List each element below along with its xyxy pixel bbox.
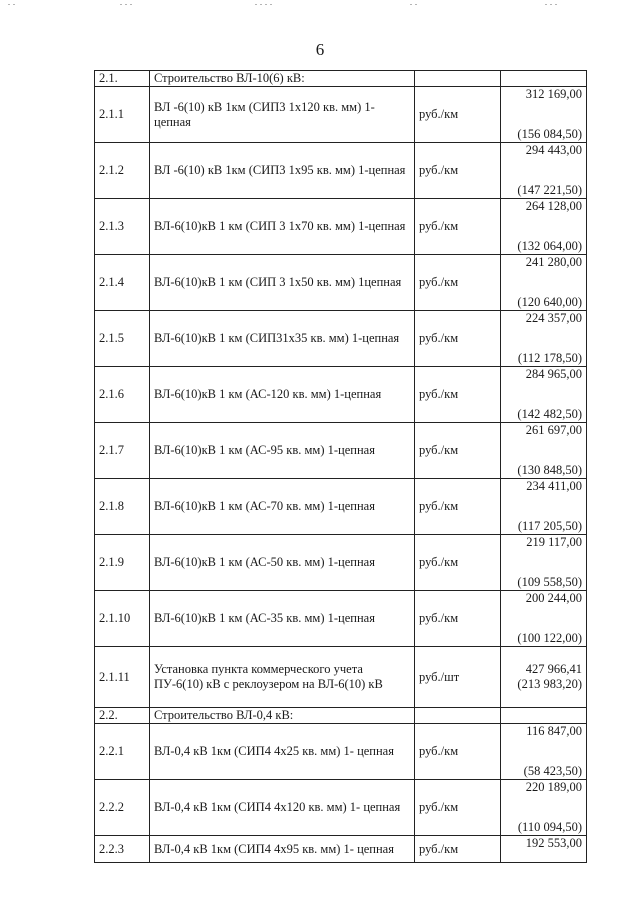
row-price-alt: (120 640,00) bbox=[517, 295, 582, 309]
row-name: ВЛ-0,4 кВ 1км (СИП4 4х120 кв. мм) 1- цепная bbox=[150, 780, 415, 836]
row-price: 224 357,00 bbox=[525, 311, 582, 325]
table-row bbox=[95, 367, 587, 423]
row-number: 2.1.3 bbox=[95, 199, 150, 255]
row-name: ВЛ-6(10)кВ 1 км (АС-70 кв. мм) 1-цепная bbox=[150, 479, 415, 535]
table-row bbox=[95, 535, 587, 591]
row-price-alt: (147 221,50) bbox=[517, 183, 582, 197]
row-price-alt: (156 084,50) bbox=[517, 127, 582, 141]
row-price: 116 847,00 bbox=[526, 724, 582, 738]
row-unit: руб./км bbox=[415, 591, 501, 647]
table-row bbox=[95, 836, 587, 863]
table-row bbox=[95, 87, 587, 143]
row-number: 2.1.11 bbox=[95, 647, 150, 708]
row-price-alt: (110 094,50) bbox=[517, 820, 582, 834]
row-number: 2.1.7 bbox=[95, 423, 150, 479]
row-name: Установка пункта коммерческого учета ПУ-6(10) кВ с реклоузером на ВЛ-6(10) кВ bbox=[150, 647, 415, 708]
row-price-alt: (132 064,00) bbox=[517, 239, 582, 253]
section-title: Строительство ВЛ-0,4 кВ: bbox=[150, 708, 415, 724]
row-price-cell bbox=[501, 367, 587, 423]
row-unit: руб./км bbox=[415, 535, 501, 591]
row-name: ВЛ -6(10) кВ 1км (СИП3 1х95 кв. мм) 1-цепная bbox=[150, 143, 415, 199]
row-number: 2.1.6 bbox=[95, 367, 150, 423]
row-unit: руб./км bbox=[415, 479, 501, 535]
row-unit: руб./км bbox=[415, 780, 501, 836]
row-price-cell bbox=[501, 311, 587, 367]
table-row bbox=[95, 143, 587, 199]
section-price-cell bbox=[501, 71, 587, 87]
row-price-cell bbox=[501, 199, 587, 255]
row-price: 234 411,00 bbox=[526, 479, 582, 493]
table-row bbox=[95, 199, 587, 255]
table-row bbox=[95, 647, 587, 708]
row-price: 427 966,41 bbox=[525, 662, 582, 676]
row-price-alt: (58 423,50) bbox=[523, 764, 582, 778]
row-name: ВЛ-0,4 кВ 1км (СИП4 4х25 кв. мм) 1- цепная bbox=[150, 724, 415, 780]
row-unit: руб./км bbox=[415, 143, 501, 199]
row-price-cell bbox=[501, 255, 587, 311]
table-row bbox=[95, 780, 587, 836]
table-row bbox=[95, 724, 587, 780]
row-price-cell bbox=[501, 780, 587, 836]
scan-noise-mark bbox=[545, 4, 560, 20]
section-header-row bbox=[95, 708, 587, 724]
row-price: 192 553,00 bbox=[525, 836, 582, 850]
section-unit-cell bbox=[415, 708, 501, 724]
row-name: ВЛ -6(10) кВ 1км (СИП3 1х120 кв. мм) 1-цепная bbox=[150, 87, 415, 143]
row-unit: руб./км bbox=[415, 87, 501, 143]
row-unit: руб./км bbox=[415, 367, 501, 423]
table-row bbox=[95, 255, 587, 311]
row-number: 2.1.10 bbox=[95, 591, 150, 647]
row-price-alt: (142 482,50) bbox=[517, 407, 582, 421]
scan-noise-mark bbox=[255, 4, 275, 20]
row-name: ВЛ-6(10)кВ 1 км (СИП31х35 кв. мм) 1-цепная bbox=[150, 311, 415, 367]
row-price-cell bbox=[501, 535, 587, 591]
row-price: 220 189,00 bbox=[525, 780, 582, 794]
row-price: 200 244,00 bbox=[525, 591, 582, 605]
section-title: Строительство ВЛ-10(6) кВ: bbox=[150, 71, 415, 87]
row-price: 264 128,00 bbox=[525, 199, 582, 213]
row-price: 241 280,00 bbox=[525, 255, 582, 269]
row-price-cell bbox=[501, 87, 587, 143]
table-row bbox=[95, 591, 587, 647]
row-price-cell bbox=[501, 143, 587, 199]
row-number: 2.1.5 bbox=[95, 311, 150, 367]
row-name: ВЛ-6(10)кВ 1 км (СИП 3 1х50 кв. мм) 1цепная bbox=[150, 255, 415, 311]
row-name: ВЛ-6(10)кВ 1 км (АС-35 кв. мм) 1-цепная bbox=[150, 591, 415, 647]
row-price-cell bbox=[501, 836, 587, 863]
row-price: 312 169,00 bbox=[525, 87, 582, 101]
section-header-row bbox=[95, 71, 587, 87]
row-price-cell bbox=[501, 479, 587, 535]
scan-noise-mark bbox=[120, 4, 135, 20]
row-price: 261 697,00 bbox=[525, 423, 582, 437]
section-unit-cell bbox=[415, 71, 501, 87]
row-price-cell bbox=[501, 591, 587, 647]
row-name: ВЛ-0,4 кВ 1км (СИП4 4х95 кв. мм) 1- цепная bbox=[150, 836, 415, 863]
row-price-alt: (117 205,50) bbox=[517, 519, 582, 533]
row-price-cell bbox=[501, 423, 587, 479]
price-table bbox=[94, 70, 587, 863]
row-number: 2.2.1 bbox=[95, 724, 150, 780]
table-row bbox=[95, 423, 587, 479]
row-number: 2.2.2 bbox=[95, 780, 150, 836]
row-unit: руб./км bbox=[415, 255, 501, 311]
row-price-alt: (109 558,50) bbox=[517, 575, 582, 589]
row-number: 2.1.2 bbox=[95, 143, 150, 199]
scan-noise-mark bbox=[8, 4, 18, 20]
section-number: 2.1. bbox=[95, 71, 150, 87]
row-price: 284 965,00 bbox=[525, 367, 582, 381]
row-unit: руб./км bbox=[415, 423, 501, 479]
section-price-cell bbox=[501, 708, 587, 724]
row-unit: руб./шт bbox=[415, 647, 501, 708]
row-unit: руб./км bbox=[415, 724, 501, 780]
row-name: ВЛ-6(10)кВ 1 км (СИП 3 1х70 кв. мм) 1-цепная bbox=[150, 199, 415, 255]
row-price: 219 117,00 bbox=[526, 535, 582, 549]
section-number: 2.2. bbox=[95, 708, 150, 724]
row-price-cell bbox=[501, 647, 587, 708]
row-number: 2.1.1 bbox=[95, 87, 150, 143]
row-number: 2.2.3 bbox=[95, 836, 150, 863]
page-number: 6 bbox=[315, 40, 325, 59]
row-name: ВЛ-6(10)кВ 1 км (АС-120 кв. мм) 1-цепная bbox=[150, 367, 415, 423]
row-unit: руб./км bbox=[415, 836, 501, 863]
table-row bbox=[95, 311, 587, 367]
table-row bbox=[95, 479, 587, 535]
row-name: ВЛ-6(10)кВ 1 км (АС-95 кв. мм) 1-цепная bbox=[150, 423, 415, 479]
row-price-alt: (130 848,50) bbox=[517, 463, 582, 477]
row-unit: руб./км bbox=[415, 199, 501, 255]
row-price-alt: (112 178,50) bbox=[517, 351, 582, 365]
row-price-alt: (213 983,20) bbox=[517, 677, 582, 691]
row-number: 2.1.8 bbox=[95, 479, 150, 535]
row-price-cell bbox=[501, 724, 587, 780]
scan-noise-mark bbox=[410, 4, 420, 20]
row-number: 2.1.4 bbox=[95, 255, 150, 311]
row-number: 2.1.9 bbox=[95, 535, 150, 591]
row-price: 294 443,00 bbox=[525, 143, 582, 157]
row-name: ВЛ-6(10)кВ 1 км (АС-50 кв. мм) 1-цепная bbox=[150, 535, 415, 591]
row-price-alt: (100 122,00) bbox=[517, 631, 582, 645]
row-unit: руб./км bbox=[415, 311, 501, 367]
